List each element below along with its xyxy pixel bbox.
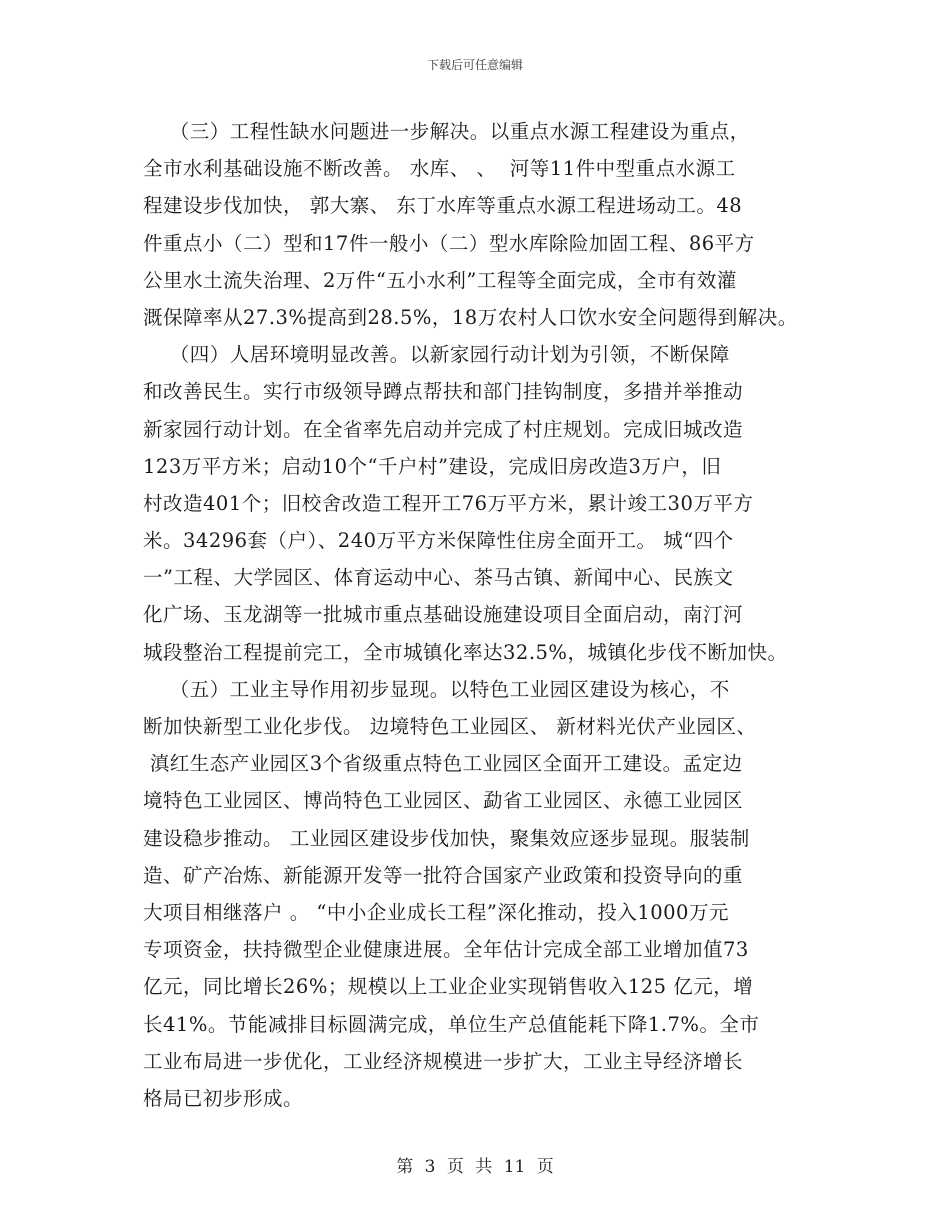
text-line: 专项资金，扶持微型企业健康进展。全年估计完成全部工业增加值73 [143,938,749,962]
text-line: 123万平方米；启动10个“千户村”建设，完成旧房改造3万户，旧 [143,454,722,478]
text-line: 境特色工业园区、博尚特色工业园区、勐省工业园区、永德工业园区 [143,789,744,813]
text-line: 工业布局进一步优化，工业经济规模进一步扩大，工业主导经济增长 [143,1049,744,1073]
text-line: 和改善民生。实行市级领导蹲点帮扶和部门挂钩制度，多措并举推动 [143,380,744,404]
document-body [143,113,823,1117]
text-line: 一”工程、大学园区、体育运动中心、茶马古镇、新闻中心、民族文 [143,566,734,590]
text-line: 化广场、玉龙湖等一批城市重点基础设施建设项目全面启动，南汀河 [143,603,744,627]
text-line: 造、矿产冶炼、新能源开发等一批符合国家产业政策和投资导向的重 [143,863,744,887]
text-line: （三）工程性缺水问题进一步解决。以重点水源工程建设为重点， [143,120,750,143]
text-line: 长41%。节能减排目标圆满完成，单位生产总值能耗下降1.7%。全市 [143,1012,760,1036]
text-line: （五）工业主导作用初步显现。以特色工业园区建设为核心，不 [143,677,730,701]
text-line: 全市水利基础设施不断改善。 水库、 、 河等11件中型重点水源工 [143,157,736,181]
text-line: （四）人居环境明显改善。以新家园行动计划为引领，不断保障 [143,343,730,367]
text-line: 米。34296套（户）、240万平方米保障性住房全面开工。 城“四个 [143,529,734,553]
text-line: 断加快新型工业化步伐。 边境特色工业园区、 新材料光伏产业园区、 [143,715,757,738]
text-line: 城段整治工程提前完工，全市城镇化率达32.5%，城镇化步伐不断加快。 [143,640,788,664]
text-line: 大项目相继落户 。 “中小企业成长工程”深化推动，投入1000万元 [143,900,729,924]
text-line: 件重点小（二）型和17件一般小（二）型水库除险加固工程、86平方 [143,231,755,255]
page-header: 下载后可任意编辑 [426,58,523,72]
text-line: 滇红生态产业园区3个省级重点特色工业园区全面开工建设。孟定边 [143,752,743,776]
text-line: 建设稳步推动。 工业园区建设步伐加快，聚集效应逐步显现。服装制 [143,826,750,850]
text-line: 程建设步伐加快， 郭大寨、 东丁水库等重点水源工程进场动工。48 [143,194,743,218]
text-line: 公里水土流失治理、2万件“五小水利”工程等全面完成，全市有效灌 [143,268,737,292]
text-line: 亿元，同比增长26%；规模以上工业企业实现销售收入125 亿元，增 [143,975,754,999]
text-line: 溉保障率从27.3%提高到28.5%，18万农村人口饮水安全问题得到解决。 [143,305,798,329]
page-footer: 第 3 页 共 11 页 [396,1157,554,1177]
text-line: 村改造401个；旧校舍改造工程开工76万平方米，累计竣工30万平方 [143,491,754,515]
text-line: 格局已初步形成。 [143,1086,304,1110]
text-line: 新家园行动计划。在全省率先启动并完成了村庄规划。完成旧城改造 [143,417,744,441]
